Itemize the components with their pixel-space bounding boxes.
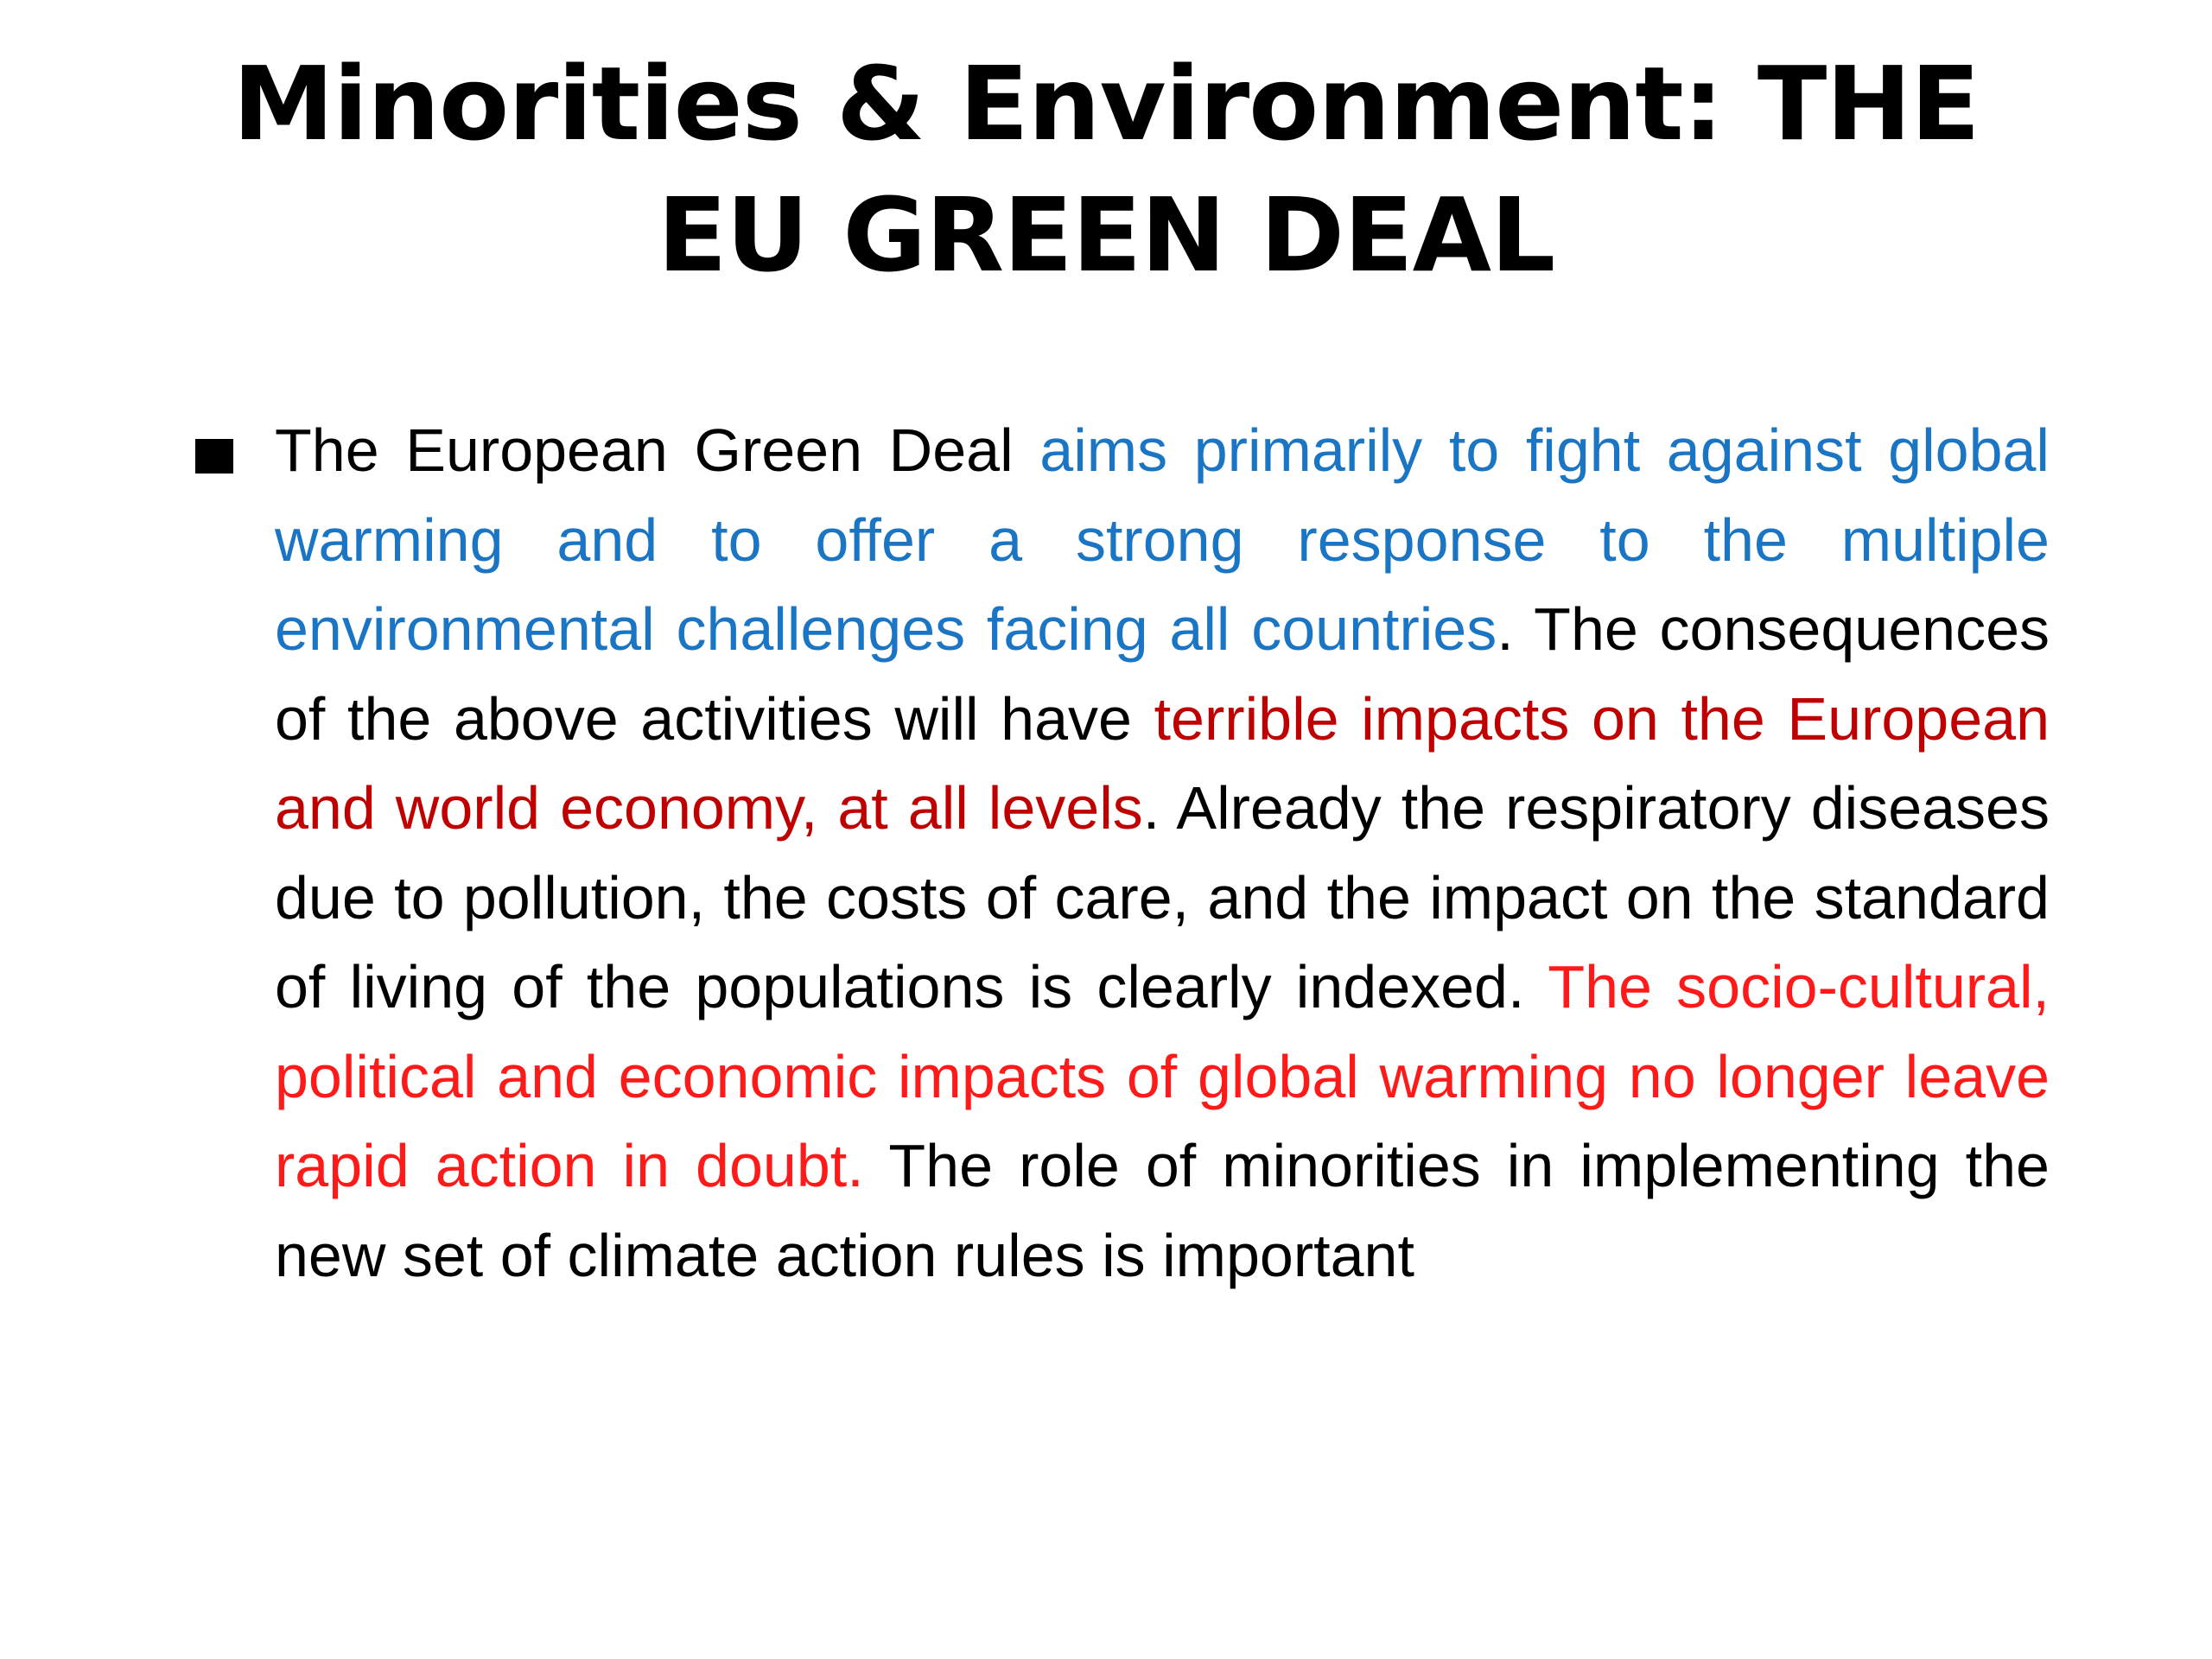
text-minorities-role: The role of minorities in implementing the new set of climate action rules is important xyxy=(275,1132,2050,1289)
square-bullet-icon xyxy=(195,439,233,474)
text-consequences: . The consequences of the above activities will have xyxy=(275,595,2050,753)
bullet-text xyxy=(275,406,2050,1300)
slide-title: Minorities & Environment: THE EU GREEN DEAL xyxy=(232,44,1980,295)
text-diseases: . Already the respiratory diseases due to pollution, the costs of care, and the impact on the standard of living of the populations is clearly indexed. xyxy=(275,774,2050,1020)
text-warming-highlight: The socio-cultural, political and economic impacts of global warming no longer leave rapid action in doubt. xyxy=(275,953,2050,1199)
text-impacts-highlight: terrible impacts on the European and world economy, at all levels xyxy=(275,684,2050,842)
text-intro: The European Green Deal xyxy=(275,416,1040,484)
text-aims-highlight: aims primarily to fight against global warming and to offer a strong response to the multiple environmental challenges facing all countries xyxy=(275,416,2050,663)
